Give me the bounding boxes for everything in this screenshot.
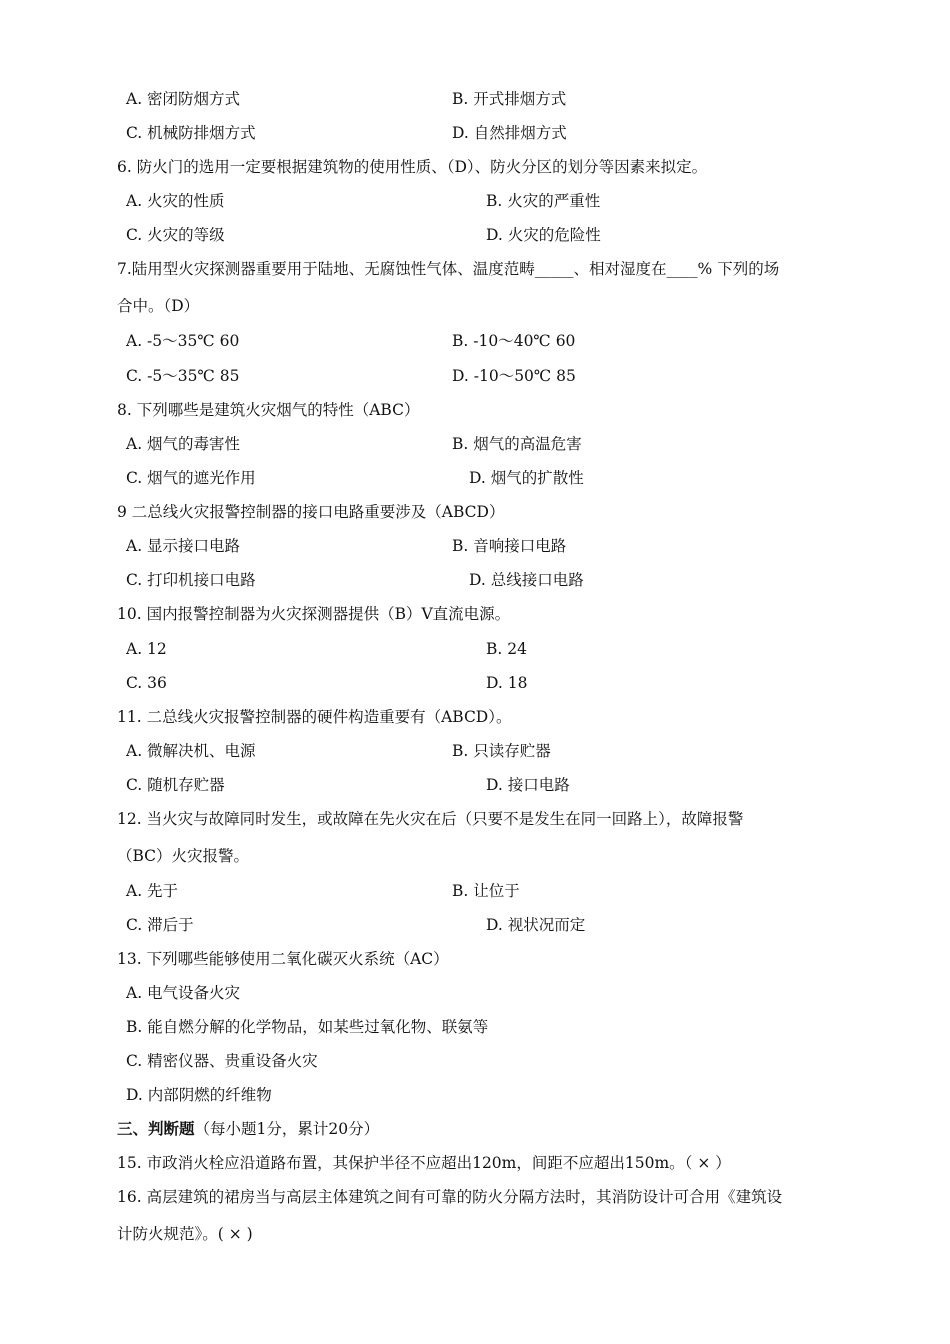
q16-text-line2: 计防火规范》。( × ): [117, 1225, 253, 1243]
q8-option-c: C. 烟气的遮光作用: [126, 469, 256, 487]
q8-option-d: D. 烟气的扩散性: [469, 469, 584, 487]
q8-option-b: B. 烟气的高温危害: [452, 435, 582, 453]
q7-option-a: A. -5～35℃ 60: [126, 332, 240, 350]
q5-option-d: D. 自然排烟方式: [452, 124, 567, 142]
q10-option-c: C. 36: [126, 674, 167, 692]
q6-text: 6. 防火门的选用一定要根据建筑物的使用性质、（D）、防火分区的划分等因素来拟定。: [117, 158, 708, 176]
q5-option-c: C. 机械防排烟方式: [126, 124, 256, 142]
q13-option-a: A. 电气设备火灾: [126, 984, 241, 1002]
q9-text: 9 二总线火灾报警控制器的接口电路重要涉及（ABCD）: [117, 503, 505, 521]
q5-option-b: B. 开式排烟方式: [452, 90, 567, 108]
q6-option-c: C. 火灾的等级: [126, 226, 225, 244]
q9-option-d: D. 总线接口电路: [469, 571, 584, 589]
q10-option-b: B. 24: [486, 640, 527, 658]
q11-option-b: B. 只读存贮器: [452, 742, 551, 760]
q7-option-c: C. -5～35℃ 85: [126, 367, 240, 385]
q12-text-line1: 12. 当火灾与故障同时发生，或故障在先火灾在后（只要不是发生在同一回路上），故障报警: [117, 810, 744, 828]
section-title: 三、判断题: [117, 1119, 195, 1138]
q9-option-a: A. 显示接口电路: [126, 537, 241, 555]
q15-text: 15. 市政消火栓应沿道路布置，其保护半径不应超出120m，间距不应超出150m。（ × ）: [117, 1154, 731, 1172]
q9-option-b: B. 音响接口电路: [452, 537, 567, 555]
q7-text-line2: 合中。（D）: [117, 297, 200, 315]
q5-option-a: A. 密闭防烟方式: [126, 90, 241, 108]
q13-option-d: D. 内部阴燃的纤维物: [126, 1086, 272, 1104]
section-heading: [117, 1119, 379, 1139]
q6-option-d: D. 火灾的危险性: [486, 226, 601, 244]
q7-text-line1: 7.陆用型火灾探测器重要用于陆地、无腐蚀性气体、温度范畴_____、相对湿度在____% 下列的场: [117, 260, 780, 278]
q11-option-c: C. 随机存贮器: [126, 776, 225, 794]
q13-text: 13. 下列哪些能够使用二氧化碳灭火系统（AC）: [117, 950, 449, 968]
q12-option-b: B. 让位于: [452, 882, 520, 900]
q13-option-c: C. 精密仪器、贵重设备火灾: [126, 1052, 318, 1070]
q7-option-b: B. -10～40℃ 60: [452, 332, 576, 350]
q10-option-a: A. 12: [126, 640, 167, 658]
q11-option-d: D. 接口电路: [486, 776, 570, 794]
q13-option-b: B. 能自燃分解的化学物品，如某些过氧化物、联氨等: [126, 1018, 489, 1036]
q8-text: 8. 下列哪些是建筑火灾烟气的特性（ABC）: [117, 401, 420, 419]
q16-text-line1: 16. 高层建筑的裙房当与高层主体建筑之间有可靠的防火分隔方法时，其消防设计可合用《建筑设: [117, 1188, 783, 1206]
q11-text: 11. 二总线火灾报警控制器的硬件构造重要有（ABCD）。: [117, 708, 512, 726]
q12-text-line2: （BC）火灾报警。: [117, 847, 250, 865]
q6-option-b: B. 火灾的严重性: [486, 192, 601, 210]
q7-option-d: D. -10～50℃ 85: [452, 367, 576, 385]
q11-option-a: A. 微解决机、电源: [126, 742, 256, 760]
q6-option-a: A. 火灾的性质: [126, 192, 225, 210]
q12-option-a: A. 先于: [126, 882, 179, 900]
q8-option-a: A. 烟气的毒害性: [126, 435, 241, 453]
section-note: （每小题1分，累计20分）: [194, 1120, 380, 1138]
q10-text: 10. 国内报警控制器为火灾探测器提供（B）V直流电源。: [117, 605, 511, 623]
q9-option-c: C. 打印机接口电路: [126, 571, 256, 589]
q12-option-c: C. 滞后于: [126, 916, 194, 934]
q10-option-d: D. 18: [486, 674, 528, 692]
q12-option-d: D. 视状况而定: [486, 916, 586, 934]
